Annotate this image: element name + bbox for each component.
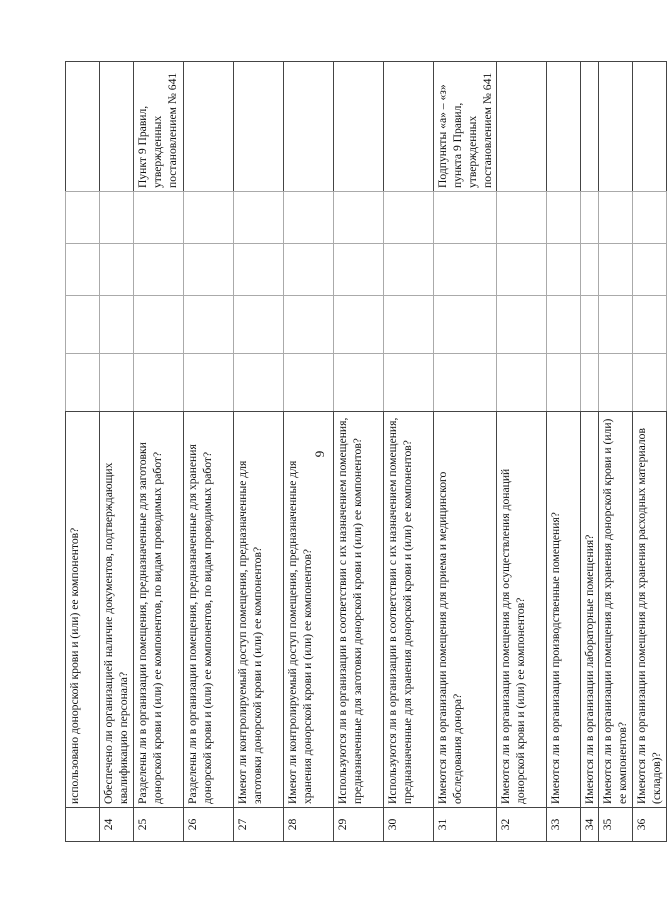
row-number: 27	[234, 808, 284, 842]
row-number: 30	[384, 808, 434, 842]
answer-cell[interactable]	[384, 192, 434, 244]
legal-reference: Подпункты «а» – «з» пункта 9 Правил, утвержденных постановлением № 641	[434, 62, 497, 192]
answer-cell[interactable]	[633, 354, 667, 412]
answer-cell[interactable]	[497, 354, 547, 412]
answer-cell[interactable]	[547, 354, 581, 412]
table-row	[334, 62, 384, 842]
legal-reference	[184, 62, 234, 192]
answer-cell[interactable]	[581, 244, 599, 296]
answer-cell[interactable]	[599, 192, 633, 244]
checklist-table	[65, 61, 667, 842]
question-text: Используются ли в организации в соответствии с их назначением помещения, предназначенные для заготовки донорской крови и (или) ее компонентов?	[334, 412, 384, 808]
legal-reference	[581, 62, 599, 192]
row-number: 28	[284, 808, 334, 842]
question-text: Обеспечено ли организацией наличие документов, подтверждающих квалификацию персонала?	[100, 412, 134, 808]
answer-cell[interactable]	[284, 354, 334, 412]
legal-reference	[284, 62, 334, 192]
table-row	[633, 62, 667, 842]
answer-cell[interactable]	[434, 296, 497, 354]
answer-cell[interactable]	[234, 354, 284, 412]
table-row	[434, 62, 497, 842]
legal-reference	[547, 62, 581, 192]
question-text: Разделены ли в организации помещения, предназначенные для заготовки донорской крови и (или) ее компонентов, по видам проводимых работ?	[134, 412, 184, 808]
table-row	[581, 62, 599, 842]
answer-cell[interactable]	[497, 244, 547, 296]
question-text: Имеют ли контролируемый доступ помещения, предназначенные для хранения донорской крови и (или) ее компонентов?	[284, 412, 334, 808]
answer-cell[interactable]	[334, 244, 384, 296]
legal-reference	[234, 62, 284, 192]
question-text: Имеются ли в организации лабораторные помещения?	[581, 412, 599, 808]
question-text: Разделены ли в организации помещения, предназначенные для хранения донорской крови и (или) ее компонентов, по видам проводимых работ?	[184, 412, 234, 808]
row-number: 36	[633, 808, 667, 842]
answer-cell[interactable]	[599, 244, 633, 296]
answer-cell[interactable]	[234, 244, 284, 296]
answer-cell[interactable]	[234, 296, 284, 354]
table-row	[384, 62, 434, 842]
answer-cell[interactable]	[547, 296, 581, 354]
rotated-table-container	[65, 62, 663, 842]
legal-reference	[66, 62, 100, 192]
answer-cell[interactable]	[581, 296, 599, 354]
answer-cell[interactable]	[100, 296, 134, 354]
answer-cell[interactable]	[284, 244, 334, 296]
row-number	[66, 808, 100, 842]
table-row	[599, 62, 633, 842]
answer-cell[interactable]	[66, 296, 100, 354]
legal-reference: Пункт 9 Правил, утвержденных постановлением № 641	[134, 62, 184, 192]
answer-cell[interactable]	[599, 354, 633, 412]
row-number: 34	[581, 808, 599, 842]
table-row	[547, 62, 581, 842]
answer-cell[interactable]	[134, 296, 184, 354]
table-row	[284, 62, 334, 842]
answer-cell[interactable]	[66, 354, 100, 412]
answer-cell[interactable]	[633, 244, 667, 296]
question-text: Имеются ли в организации помещения для осуществления донаций донорской крови и (или) ее компонентов?	[497, 412, 547, 808]
question-text: Используются ли в организации в соответствии с их назначением помещения, предназначенные для хранения донорской крови и (или) ее компонентов?	[384, 412, 434, 808]
answer-cell[interactable]	[100, 192, 134, 244]
table-row	[134, 62, 184, 842]
answer-cell[interactable]	[284, 192, 334, 244]
legal-reference	[100, 62, 134, 192]
answer-cell[interactable]	[184, 296, 234, 354]
answer-cell[interactable]	[497, 192, 547, 244]
legal-reference	[497, 62, 547, 192]
row-number: 25	[134, 808, 184, 842]
question-text: Имеются ли в организации помещения для хранения донорской крови и (или) ее компонентов?	[599, 412, 633, 808]
legal-reference	[599, 62, 633, 192]
page-number: 9	[312, 450, 327, 458]
answer-cell[interactable]	[284, 296, 334, 354]
answer-cell[interactable]	[66, 192, 100, 244]
answer-cell[interactable]	[434, 192, 497, 244]
answer-cell[interactable]	[100, 244, 134, 296]
answer-cell[interactable]	[184, 244, 234, 296]
answer-cell[interactable]	[134, 244, 184, 296]
answer-cell[interactable]	[384, 296, 434, 354]
row-number: 31	[434, 808, 497, 842]
answer-cell[interactable]	[547, 244, 581, 296]
row-number: 33	[547, 808, 581, 842]
question-text: Имеются ли в организации производственные помещения?	[547, 412, 581, 808]
answer-cell[interactable]	[581, 354, 599, 412]
question-text: использовано донорской крови и (или) ее компонентов?	[66, 412, 100, 808]
row-number: 29	[334, 808, 384, 842]
answer-cell[interactable]	[384, 244, 434, 296]
answer-cell[interactable]	[599, 296, 633, 354]
answer-cell[interactable]	[434, 244, 497, 296]
row-number: 24	[100, 808, 134, 842]
legal-reference	[633, 62, 667, 192]
table-row	[497, 62, 547, 842]
answer-cell[interactable]	[633, 192, 667, 244]
question-text: Имеют ли контролируемый доступ помещения, предназначенные для заготовки донорской крови и (или) ее компонентов?	[234, 412, 284, 808]
question-text: Имеются ли в организации помещения для приема и медицинского обследования донора?	[434, 412, 497, 808]
answer-cell[interactable]	[234, 192, 284, 244]
answer-cell[interactable]	[384, 354, 434, 412]
answer-cell[interactable]	[633, 296, 667, 354]
answer-cell[interactable]	[497, 296, 547, 354]
row-number: 26	[184, 808, 234, 842]
question-text: Имеются ли в организации помещения для хранения расходных материалов (складов)?	[633, 412, 667, 808]
answer-cell[interactable]	[66, 244, 100, 296]
answer-cell[interactable]	[334, 354, 384, 412]
answer-cell[interactable]	[134, 192, 184, 244]
answer-cell[interactable]	[100, 354, 134, 412]
answer-cell[interactable]	[184, 354, 234, 412]
answer-cell[interactable]	[547, 192, 581, 244]
table-row	[100, 62, 134, 842]
legal-reference	[334, 62, 384, 192]
answer-cell[interactable]	[334, 296, 384, 354]
row-number: 35	[599, 808, 633, 842]
answer-cell[interactable]	[434, 354, 497, 412]
table-row	[66, 62, 100, 842]
table-row	[184, 62, 234, 842]
table-row	[234, 62, 284, 842]
answer-cell[interactable]	[134, 354, 184, 412]
answer-cell[interactable]	[581, 192, 599, 244]
answer-cell[interactable]	[184, 192, 234, 244]
row-number: 32	[497, 808, 547, 842]
legal-reference	[384, 62, 434, 192]
answer-cell[interactable]	[334, 192, 384, 244]
